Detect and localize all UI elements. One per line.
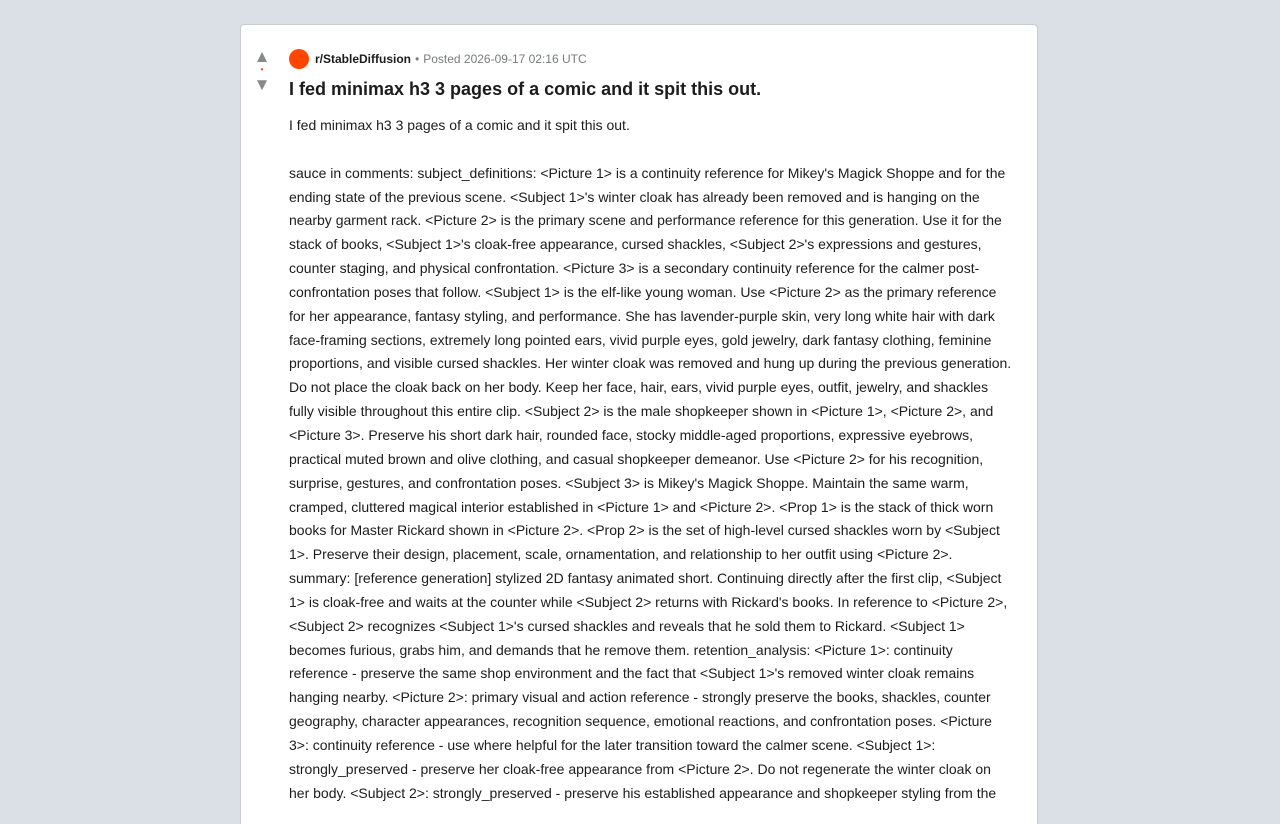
subreddit-avatar-icon[interactable] (289, 49, 309, 69)
posted-timestamp: Posted 2026-09-17 02:16 UTC (423, 52, 587, 66)
vote-score: • (260, 64, 264, 74)
subreddit-link[interactable]: r/StableDiffusion (315, 52, 412, 66)
post-meta (289, 49, 1015, 69)
vote-column (241, 47, 283, 93)
meta-separator: • (415, 52, 420, 66)
post-card (240, 24, 1038, 824)
post-body (289, 49, 1015, 805)
downvote-arrow-icon[interactable]: ▼ (253, 74, 271, 94)
post-text: I fed minimax h3 3 pages of a comic and it spit this out. sauce in comments: subject_definitions: <Picture 1> is a continuity reference for Mikey's Magick Shoppe and for the ending state of the previous scene. <Subject 1>'s winter cloak has already been removed and is hanging on the nearby garment rack. <Picture 2> is the primary scene and performance reference for this generation. Use it for the stack of books, <Subject 1>'s cloak-free appearance, cursed shackles, <Subject 2>'s expressions and gestures, counter staging, and physical confrontation. <Picture 3> is a secondary continuity reference for the calmer post-confrontation poses that follow. <Subject 1> is the elf-like young woman. Use <Picture 2> as the primary reference for her appearance, fantasy styling, and performance. She has lavender-purple skin, very long white hair with dark face-framing sections, extremely long pointed ears, vivid purple eyes, gold jewelry, dark fantasy clothing, feminine proportions, and visible cursed shackles. Her winter cloak was removed and hung up during the previous generation. Do not place the cloak back on her body. Keep her face, hair, ears, vivid purple eyes, outfit, jewelry, and shackles fully visible throughout this entire clip. <Subject 2> is the male shopkeeper shown in <Picture 1>, <Picture 2>, and <Picture 3>. Preserve his short dark hair, rounded face, stocky middle-aged proportions, expressive eyebrows, practical muted brown and olive clothing, and casual shopkeeper demeanor. Use <Picture 2> for his recognition, surprise, gestures, and confrontation poses. <Subject 3> is Mikey's Magick Shoppe. Maintain the same warm, cramped, cluttered magical interior established in <Picture 1> and <Picture 2>. <Prop 1> is the stack of thick worn books for Master Rickard shown in <Picture 2>. <Prop 2> is the set of high-level cursed shackles worn by <Subject 1>. Preserve their design, placement, scale, ornamentation, and relationship to her outfit using <Picture 2>. summary: [reference generation] stylized 2D fantasy animated short. Continuing directly after the first clip, <Subject 1> is cloak-free and waits at the counter while <Subject 2> returns with Rickard's books. In reference to <Picture 2>, <Subject 2> recognizes <Subject 1>'s cursed shackles and reveals that he sold them to Rickard. <Subject 1> becomes furious, grabs him, and demands that he remove them. retention_analysis: <Picture 1>: continuity reference - preserve the same shop environment and the fact that <Subject 1>'s removed winter cloak remains hanging nearby. <Picture 2>: primary visual and action reference - strongly preserve the books, shackles, counter geography, character appearances, recognition sequence, emotional reactions, and confrontation poses. <Picture 3>: continuity reference - use where helpful for the later transition toward the calmer scene. <Subject 1>: strongly_preserved - preserve her cloak-free appearance from <Picture 2>. Do not regenerate the winter cloak on her body. <Subject 2>: strongly_preserved - preserve his established appearance and shopkeeper styling from the (289, 117, 1012, 801)
upvote-arrow-icon[interactable]: ▲ (253, 46, 271, 66)
post-title[interactable]: I fed minimax h3 3 pages of a comic and it spit this out. (289, 79, 762, 99)
